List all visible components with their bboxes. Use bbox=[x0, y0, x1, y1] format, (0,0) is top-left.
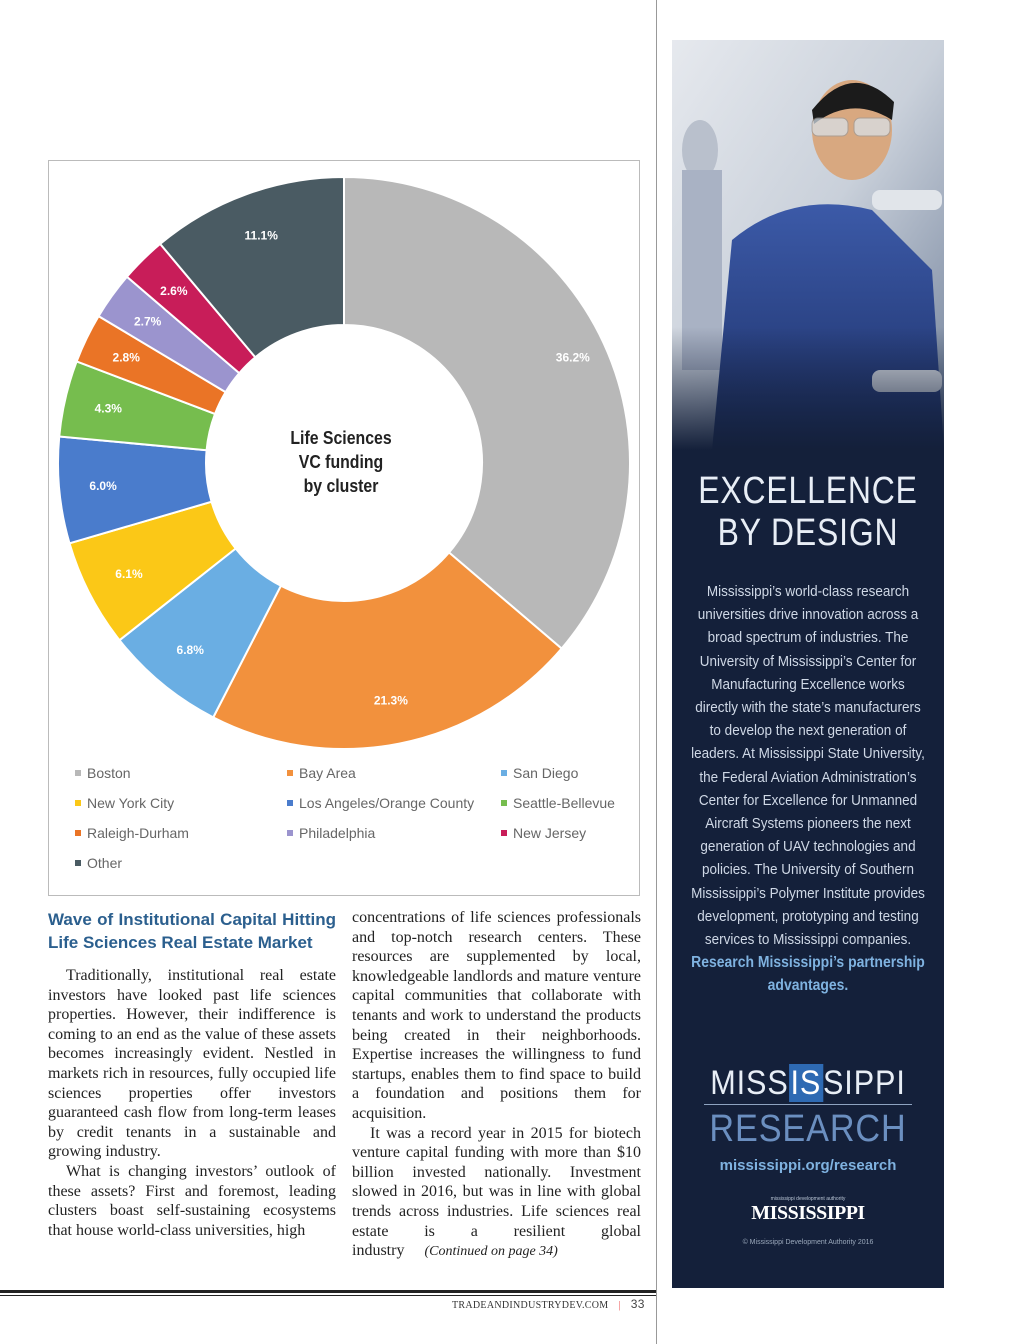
legend-swatch bbox=[75, 830, 81, 836]
researcher-photo bbox=[672, 40, 944, 450]
legend-item bbox=[287, 765, 356, 781]
article-column-2 bbox=[352, 908, 641, 1262]
logo-divider bbox=[704, 1104, 912, 1105]
chart-title-line-3: by cluster bbox=[303, 476, 379, 496]
legend-swatch bbox=[501, 830, 507, 836]
donut-chart-figure bbox=[48, 160, 640, 896]
ad-body bbox=[691, 580, 925, 998]
legend-swatch bbox=[287, 800, 293, 806]
footer-separator: | bbox=[618, 1300, 621, 1311]
article-paragraph: Traditionally, institutional real estate investors have looked past life sciences properties. However, their indifference is coming to an end as the value of these assets becomes increasingly evident. Nestled in markets rich in resources, fully occupied life sciences properties offer investors guaranteed cash flow from long-term leases by credit tenants in a sustainable and growing industry. bbox=[48, 967, 336, 1161]
legend-swatch bbox=[287, 770, 293, 776]
legend-label: Bay Area bbox=[299, 765, 356, 781]
logo-research: RESEARCH bbox=[709, 1108, 907, 1150]
logo-highlight: IS bbox=[790, 1064, 822, 1102]
ad-headline-line-1: EXCELLENCE bbox=[698, 470, 918, 512]
column-divider bbox=[656, 0, 657, 1344]
ad-url-link[interactable]: mississippi.org/research bbox=[719, 1157, 897, 1174]
continued-note: (Continued on page 34) bbox=[424, 1244, 558, 1260]
legend-label: San Diego bbox=[513, 765, 579, 781]
article-paragraph bbox=[352, 1124, 641, 1262]
ad-cta: Research Mississippi’s partnership advantages. bbox=[691, 954, 925, 995]
chart-title-line-1: Life Sciences bbox=[290, 428, 392, 448]
page-number: 33 bbox=[630, 1297, 645, 1311]
legend-swatch bbox=[287, 830, 293, 836]
legend-label: Boston bbox=[87, 765, 131, 781]
ad-headline-line-2: BY DESIGN bbox=[717, 512, 899, 554]
mississippi-research-logo bbox=[672, 1064, 944, 1246]
legend-item bbox=[501, 825, 586, 841]
footer-rule-thin bbox=[0, 1295, 656, 1296]
legend-item bbox=[287, 795, 474, 811]
slice-label: 6.1% bbox=[115, 566, 143, 581]
legend-item bbox=[75, 765, 131, 781]
slice-label: 2.8% bbox=[112, 350, 140, 365]
logo-part: MISS bbox=[710, 1064, 789, 1102]
footer-rule bbox=[0, 1290, 656, 1293]
legend-swatch bbox=[75, 800, 81, 806]
footer-site: TRADEANDINDUSTRYDEV.COM bbox=[452, 1300, 609, 1311]
legend-label: Philadelphia bbox=[299, 825, 376, 841]
legend-swatch bbox=[75, 770, 81, 776]
slice-label: 6.8% bbox=[176, 642, 204, 657]
article-paragraph: What is changing investors’ outlook of these assets? First and foremost, leading clusters boast self-sustaining ecosystems that house world-class universities, high bbox=[48, 1162, 336, 1239]
legend-label: New Jersey bbox=[513, 825, 587, 841]
legend-label: Raleigh-Durham bbox=[87, 825, 189, 841]
logo-part: SIPPI bbox=[822, 1064, 906, 1102]
legend-label: Seattle-Bellevue bbox=[513, 795, 615, 811]
legend-item bbox=[75, 855, 122, 871]
ad-copyright: © Mississippi Development Authority 2016 bbox=[742, 1239, 874, 1246]
slice-label: 2.6% bbox=[160, 283, 188, 298]
legend-label: New York City bbox=[87, 795, 175, 811]
legend-item bbox=[501, 795, 615, 811]
article-paragraph-text: It was a record year in 2015 for biotech venture capital funding with more than $10 billion invested nationally. Investment slowed in 2016, but was in line with global trends across industries. Life sciences real estate is a resilient global industry bbox=[352, 1124, 641, 1260]
legend-swatch bbox=[501, 800, 507, 806]
legend-swatch bbox=[501, 770, 507, 776]
slice-label: 4.3% bbox=[94, 401, 122, 416]
advertisement bbox=[672, 40, 944, 1288]
article-column-1 bbox=[48, 908, 336, 1240]
ad-headline bbox=[694, 470, 922, 554]
logo-wordmark bbox=[686, 1064, 931, 1102]
chart-title-line-2: VC funding bbox=[298, 452, 384, 472]
slice-boston bbox=[344, 177, 630, 649]
legend-item bbox=[75, 795, 174, 811]
mda-tagline: mississippi development authority bbox=[770, 1196, 846, 1202]
slice-label: 36.2% bbox=[555, 350, 590, 365]
mda-logo: MISSISSIPPI bbox=[751, 1202, 865, 1224]
legend-item bbox=[75, 825, 189, 841]
slice-label: 11.1% bbox=[244, 228, 278, 243]
chart-title bbox=[288, 426, 394, 498]
article-headline: Wave of Institutional Capital Hitting Life Sciences Real Estate Market bbox=[48, 910, 336, 952]
legend-swatch bbox=[75, 860, 81, 866]
legend-item bbox=[501, 765, 578, 781]
slice-label: 21.3% bbox=[373, 693, 408, 708]
legend-label: Other bbox=[87, 855, 123, 871]
article-paragraph-continuation: concentrations of life sciences professionals and top-notch research centers. These resources are supplemented by local, knowledgeable landlords and mature venture capital communities that collaborate with tenants and work to understand the products being created in their neighborhoods. Expertise increases the willingness to fund startups, enables them to find space to build a foundation and positions them for acquisition. bbox=[352, 909, 641, 1122]
slice-label: 6.0% bbox=[89, 479, 117, 494]
legend-label: Los Angeles/Orange County bbox=[299, 795, 475, 811]
ad-body-text: Mississippi’s world-class research universities drive innovation across a broad spectrum of industries. The University of Mississippi’s Center for Manufacturing Excellence works directly with the state’s manufacturers to develop the next generation of leaders. At Mississippi State University, the Federal Aviation Administration’s Center for Excellence for Unmanned Aircraft Systems pioneers the next generation of UAV technologies and policies. The University of Southern Mississippi’s Polymer Institute provides development, prototyping and testing services to Mississippi companies. bbox=[691, 583, 925, 949]
slice-label: 2.7% bbox=[133, 314, 162, 329]
page-footer bbox=[452, 1297, 645, 1311]
legend-item bbox=[287, 825, 375, 841]
